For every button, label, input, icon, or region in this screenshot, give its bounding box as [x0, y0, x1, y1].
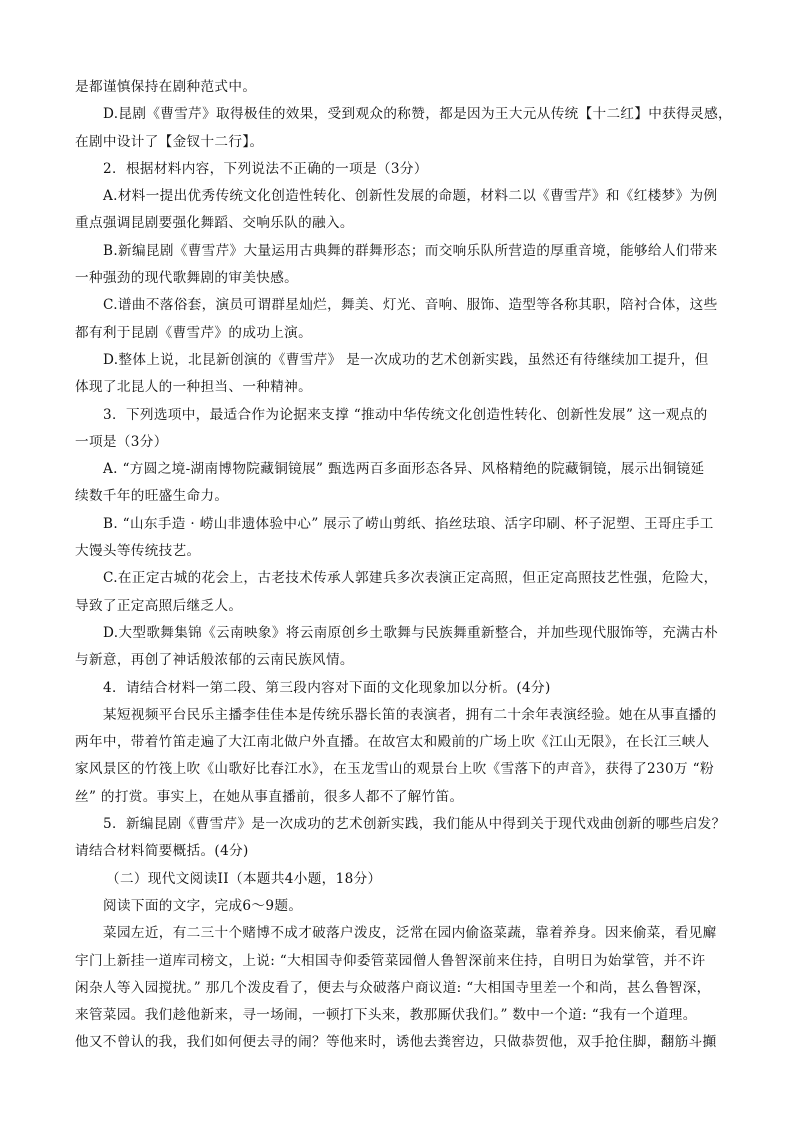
text-line: 是都谨慎保持在剧种范式中。 [75, 79, 257, 95]
text-line: 重点强调昆剧要强化舞蹈、交响乐队的融入。 [75, 215, 354, 232]
text-line: C.谱曲不落俗套，演员可谓群星灿烂，舞美、灯光、音响、服饰、造型等各称其职，陪衬合体，这些 [103, 297, 718, 314]
text-line: B. “山东手造 · 崂山非遗体验中心” 展示了崂山剪纸、掐丝珐琅、活字印刷、杯子泥塑、王哥庄手工 [103, 515, 714, 532]
text-line: 与新意，再创了神话般浓郁的云南民族风情。 [75, 652, 354, 669]
text-line: 闲杂人等入园搅扰。” 那几个泼皮看了，便去与众破落户商议道: “大相国寺里差一个和尚，甚么鲁智深， [75, 979, 711, 996]
text-line: 宇门上新挂一道库司榜文，上说: “大相国寺仰委管菜园僧人鲁智深前来住持，自明日为始掌管，并不许 [75, 952, 706, 969]
text-line: 2．根据材料内容，下列说法不正确的一项是（3分） [103, 160, 428, 177]
text-line: D.昆剧《曹雪芹》取得极佳的效果，受到观众的称赞，都是因为王大元从传统【十二红】中获得灵感， [103, 106, 732, 123]
text-line: A. “方圆之境-湖南博物院藏铜镜展” 甄选两百多面形态各异、风格精绝的院藏铜镜，展示出铜镜延 [103, 461, 705, 478]
text-line: 两年中，带着竹笛走遍了大江南北做户外直播。在故宫太和殿前的广场上吹《江山无限》，在长江三峡人 [75, 734, 710, 751]
text-line: A.材料一提出优秀传统文化创造性转化、创新性发展的命题，材料二以《曹雪芹》和《红楼梦》为例 [103, 188, 718, 205]
text-line: 他又不曾认的我，我们如何便去寻的闹？等他来时，诱他去粪窖边，只做恭贺他，双手抢住脚，翻筋斗攧 [75, 1034, 717, 1051]
text-line: 体现了北昆人的一种担当、一种精神。 [75, 379, 313, 396]
text-line: 4．请结合材料一第二段、第三段内容对下面的文化现象加以分析。(4分) [103, 679, 551, 696]
text-line: D.大型歌舞集锦《云南映象》将云南原创乡土歌舞与民族舞重新整合，并加些现代服饰等，充满古朴 [103, 624, 719, 641]
text-line: 某短视频平台民乐主播李佳佳本是传统乐器长笛的表演者，拥有二十余年表演经验。她在从事直播的 [103, 706, 717, 723]
text-line: B.新编昆剧《曹雪芹》大量运用古典舞的群舞形态；而交响乐队所营造的厚重音境，能够给人们带来 [103, 242, 718, 259]
text-line: （二）现代文阅读II（本题共4小题，18分） [106, 870, 382, 887]
text-line: 一项是（3分） [75, 433, 168, 450]
text-line: 一种强劲的现代歌舞剧的审美快感。 [75, 270, 299, 287]
text-line: D.整体上说，北昆新创演的《曹雪芹》 是一次成功的艺术创新实践，虽然还有待继续加工提升，但 [103, 351, 709, 368]
text-line: 导致了正定高照后继乏人。 [75, 597, 243, 614]
text-line: 来管菜园。我们趁他新来，寻一场闹，一顿打下头来，教那厮伏我们。” 数中一个道: “我有一个道理。 [75, 1007, 697, 1024]
text-line: C.在正定古城的花会上，古老技术传承人郭建兵多次表演正定高照，但正定高照技艺性强，危险大， [103, 570, 718, 587]
text-line: 阅读下面的文字，完成6～9题。 [103, 897, 303, 914]
text-line: 5．新编昆剧《曹雪芹》是一次成功的艺术创新实践，我们能从中得到关于现代戏曲创新的哪些启发？ [103, 816, 726, 833]
text-line: 3．下列选项中，最适合作为论据来支撑 “推动中华传统文化创造性转化、创新性发展” 这一观点的 [103, 406, 708, 423]
text-line: 丝” 的打赏。事实上，在她从事直播前，很多人都不了解竹笛。 [75, 788, 464, 805]
text-line: 家风景区的竹筏上吹《山歌好比春江水》，在玉龙雪山的观景台上吹《雪落下的声音》，获得了230万 “粉 [75, 761, 714, 778]
text-line: 大馒头等传统技艺。 [75, 543, 201, 560]
text-line: 都有利于昆剧《曹雪芹》的成功上演。 [75, 324, 313, 341]
document-body [75, 74, 731, 1057]
text-line: 续数千年的旺盛生命力。 [75, 488, 229, 505]
text-line: 菜园左近，有二三十个赌博不成才破落户泼皮，泛常在园内偷盗菜蔬，靠着养身。因来偷菜，看见廨 [103, 925, 717, 942]
text-line: 请结合材料简要概括。(4分) [75, 843, 249, 860]
text-line: 在剧中设计了【金钗十二行】。 [75, 133, 264, 150]
